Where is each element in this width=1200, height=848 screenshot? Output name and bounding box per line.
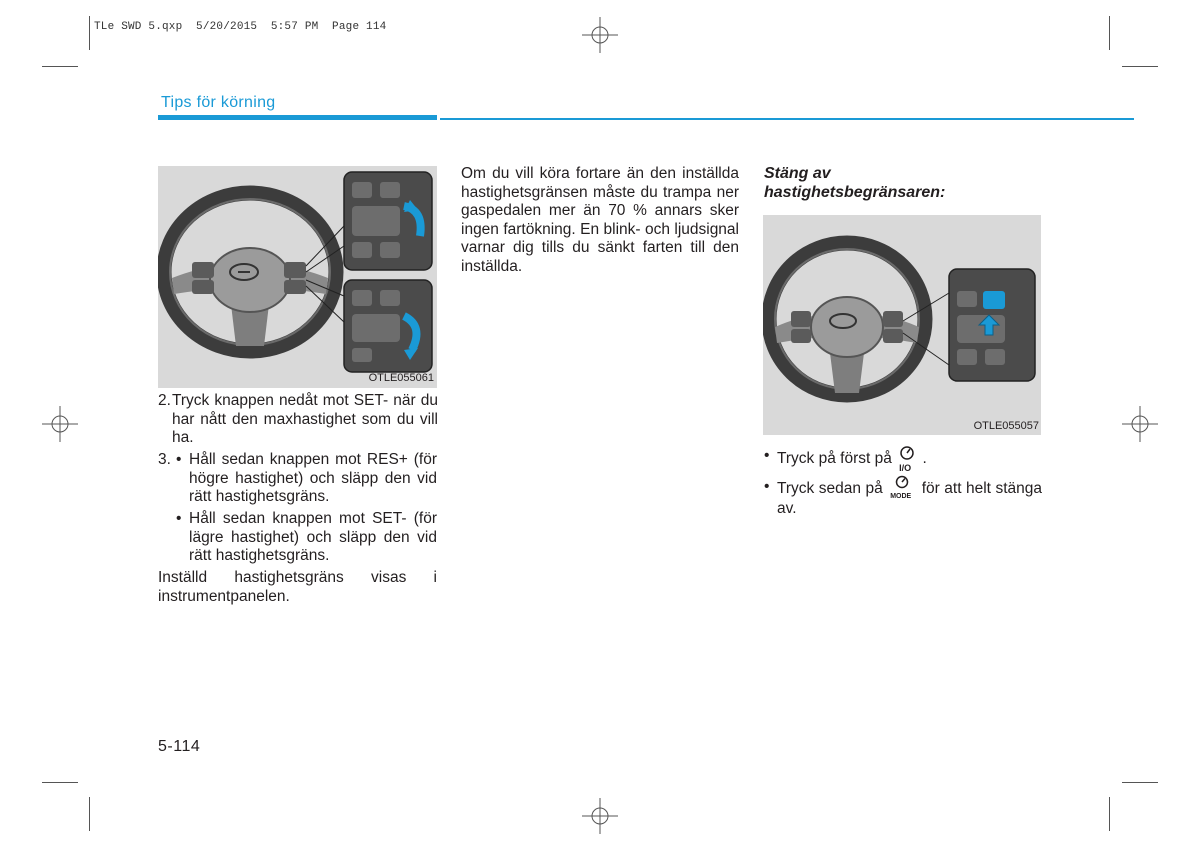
step-3-bullet-2 xyxy=(176,510,437,566)
bullet-text: Håll sedan knappen mot RES+ (för högre hastighet) och släpp den vid rätt hastighetsgräns. xyxy=(189,451,437,505)
step-text: Tryck knappen nedåt mot SET- när du har nått den maxhastighet som du vill ha. xyxy=(172,392,438,446)
crop-mark xyxy=(89,16,90,50)
middle-paragraph: Om du vill köra fortare än den inställda hastighetsgränsen måste du trampa ner gaspedalen mer än 70 % annars sker ingen fartökning. En blink- och ljudsignal varnar dig tills du sänkt farten till den inställda. xyxy=(461,165,739,275)
bullet-text-prefix: Tryck på först på xyxy=(777,450,892,468)
steering-wheel-figure-right xyxy=(763,215,1041,435)
step-number: 3. xyxy=(158,451,171,468)
step-3-bullet-1 xyxy=(176,451,437,507)
instruction-bullet-2 xyxy=(764,478,1042,519)
subheading-line-2: hastighetsbegränsaren: xyxy=(764,184,946,201)
crop-mark xyxy=(89,797,90,831)
print-slug: TLe SWD 5.qxp 5/20/2015 5:57 PM Page 114 xyxy=(94,21,387,33)
steering-wheel-illustration xyxy=(158,166,437,388)
bullet-text-suffix: för att helt stänga av. xyxy=(777,480,1042,517)
speed-limiter-io-icon xyxy=(896,445,918,473)
header-rule-thick xyxy=(158,115,437,120)
icon-label: MODE xyxy=(890,493,912,500)
crop-mark xyxy=(1109,797,1110,831)
crop-mark xyxy=(1122,782,1158,783)
bullet-dot: • xyxy=(176,510,182,527)
bullet-dot: • xyxy=(176,451,182,468)
registration-mark-top xyxy=(582,17,618,53)
figure-code: OTLE055061 xyxy=(368,372,434,384)
bullet-text-suffix: . xyxy=(922,450,927,468)
bullet-dot: • xyxy=(764,447,770,464)
step-number: 2. xyxy=(158,392,171,409)
steering-wheel-figure-left xyxy=(158,166,437,388)
step-2 xyxy=(158,392,438,448)
page-number: 5-114 xyxy=(158,738,201,755)
registration-mark-right xyxy=(1122,406,1158,442)
icon-label: I/O xyxy=(899,463,912,473)
registration-mark-bottom xyxy=(582,798,618,834)
bullet-text-prefix: Tryck sedan på xyxy=(777,480,883,498)
steering-wheel-illustration xyxy=(763,215,1041,435)
speed-limiter-mode-icon xyxy=(887,475,917,500)
crop-mark xyxy=(1122,66,1158,67)
closing-paragraph: Inställd hastighetsgräns visas i instrumentpanelen. xyxy=(158,569,437,605)
crop-mark xyxy=(1109,16,1110,50)
registration-mark-left xyxy=(42,406,78,442)
figure-code: OTLE055057 xyxy=(973,420,1039,432)
section-title: Tips för körning xyxy=(161,94,276,111)
header-rule-thin xyxy=(440,118,1134,120)
subheading xyxy=(764,164,1024,202)
subheading-line-1: Stäng av xyxy=(764,165,831,182)
bullet-dot: • xyxy=(764,478,770,495)
crop-mark xyxy=(42,66,78,67)
instruction-bullet-1 xyxy=(764,447,1042,471)
crop-mark xyxy=(42,782,78,783)
bullet-text: Håll sedan knappen mot SET- (för lägre hastighet) och släpp den vid rätt hastighetsgräns. xyxy=(189,510,437,564)
